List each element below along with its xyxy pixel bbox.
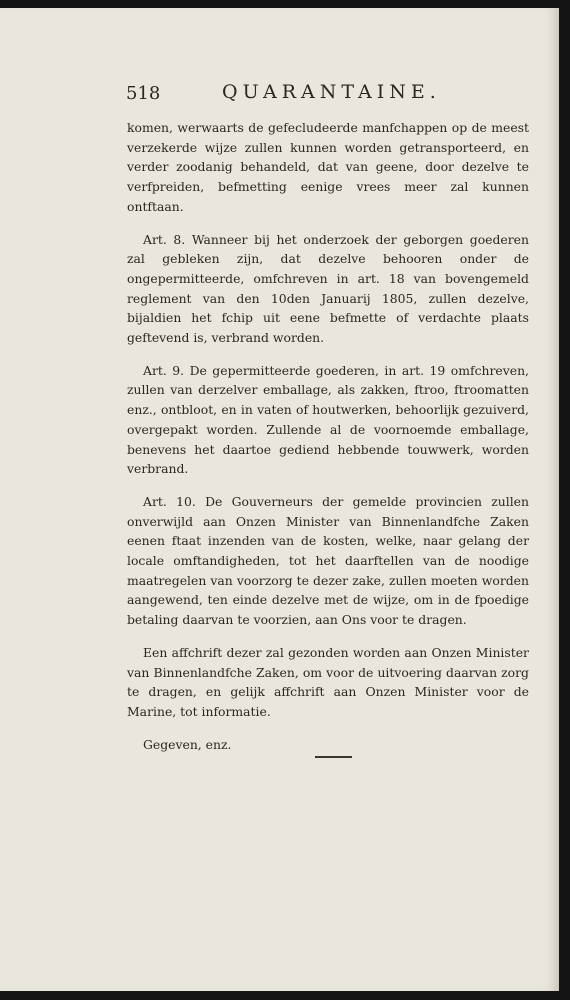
body-text bbox=[127, 118, 529, 754]
end-rule bbox=[315, 756, 352, 758]
paragraph-closing: Gegeven, enz. bbox=[143, 736, 232, 752]
book-page bbox=[0, 8, 559, 991]
paragraph-article-8: Art. 8. Wanneer bij het onderzoek der geborgen goederen zal gebleken zijn, dat dezelve behooren onder de ongepermitteerde, omfchreven in art. 18 van bovengemeld reglement van den 10den Januarij 1805, zullen dezelve, bijaldien het fchip uit eene befmette of verdachte plaats geftevend is, verbrand worden. bbox=[127, 231, 529, 346]
paragraph-continuation: komen, werwaarts de gefecludeerde manfchappen op de meest verzekerde wijze zullen kunnen worden getransporteerd, en verder zoodanig behandeld, dat van geene, door dezelve te verfpreiden, befmetting eenige vrees meer zal kunnen ontftaan. bbox=[127, 120, 529, 214]
running-head: QUARANTAINE. bbox=[222, 81, 441, 103]
paragraph-copy-notice: Een affchrift dezer zal gezonden worden aan Onzen Minister van Binnenlandfche Zaken, om voor de uitvoering daarvan zorg te dragen, en gelijk affchrift aan Onzen Minister voor de Marine, tot informatie. bbox=[127, 644, 529, 719]
paragraph-article-9: Art. 9. De gepermitteerde goederen, in art. 19 omfchreven, zullen van derzelver emballage, als zakken, ftroo, ftroomatten enz., ontbloot, en in vaten of houtwerken, behoorlijk gezuiverd, overgepakt worden. Zullende al de voornoemde emballage, benevens het daartoe gediend hebbende touwwerk, worden verbrand. bbox=[127, 362, 529, 477]
page-number: 518 bbox=[126, 83, 161, 104]
paragraph-article-10: Art. 10. De Gouverneurs der gemelde provincien zullen onverwijld aan Onzen Minister van Binnenlandfche Zaken eenen ftaat inzenden van de kosten, welke, naar gelang der locale omftandigheden, tot het daarftellen van de noodige maatregelen van voorzorg te dezer zake, zullen moeten worden aangewend, ten einde dezelve met de wijze, om in de fpoedige betaling daarvan te voorzien, aan Ons voor te dragen. bbox=[127, 493, 529, 628]
page-header bbox=[126, 79, 526, 109]
